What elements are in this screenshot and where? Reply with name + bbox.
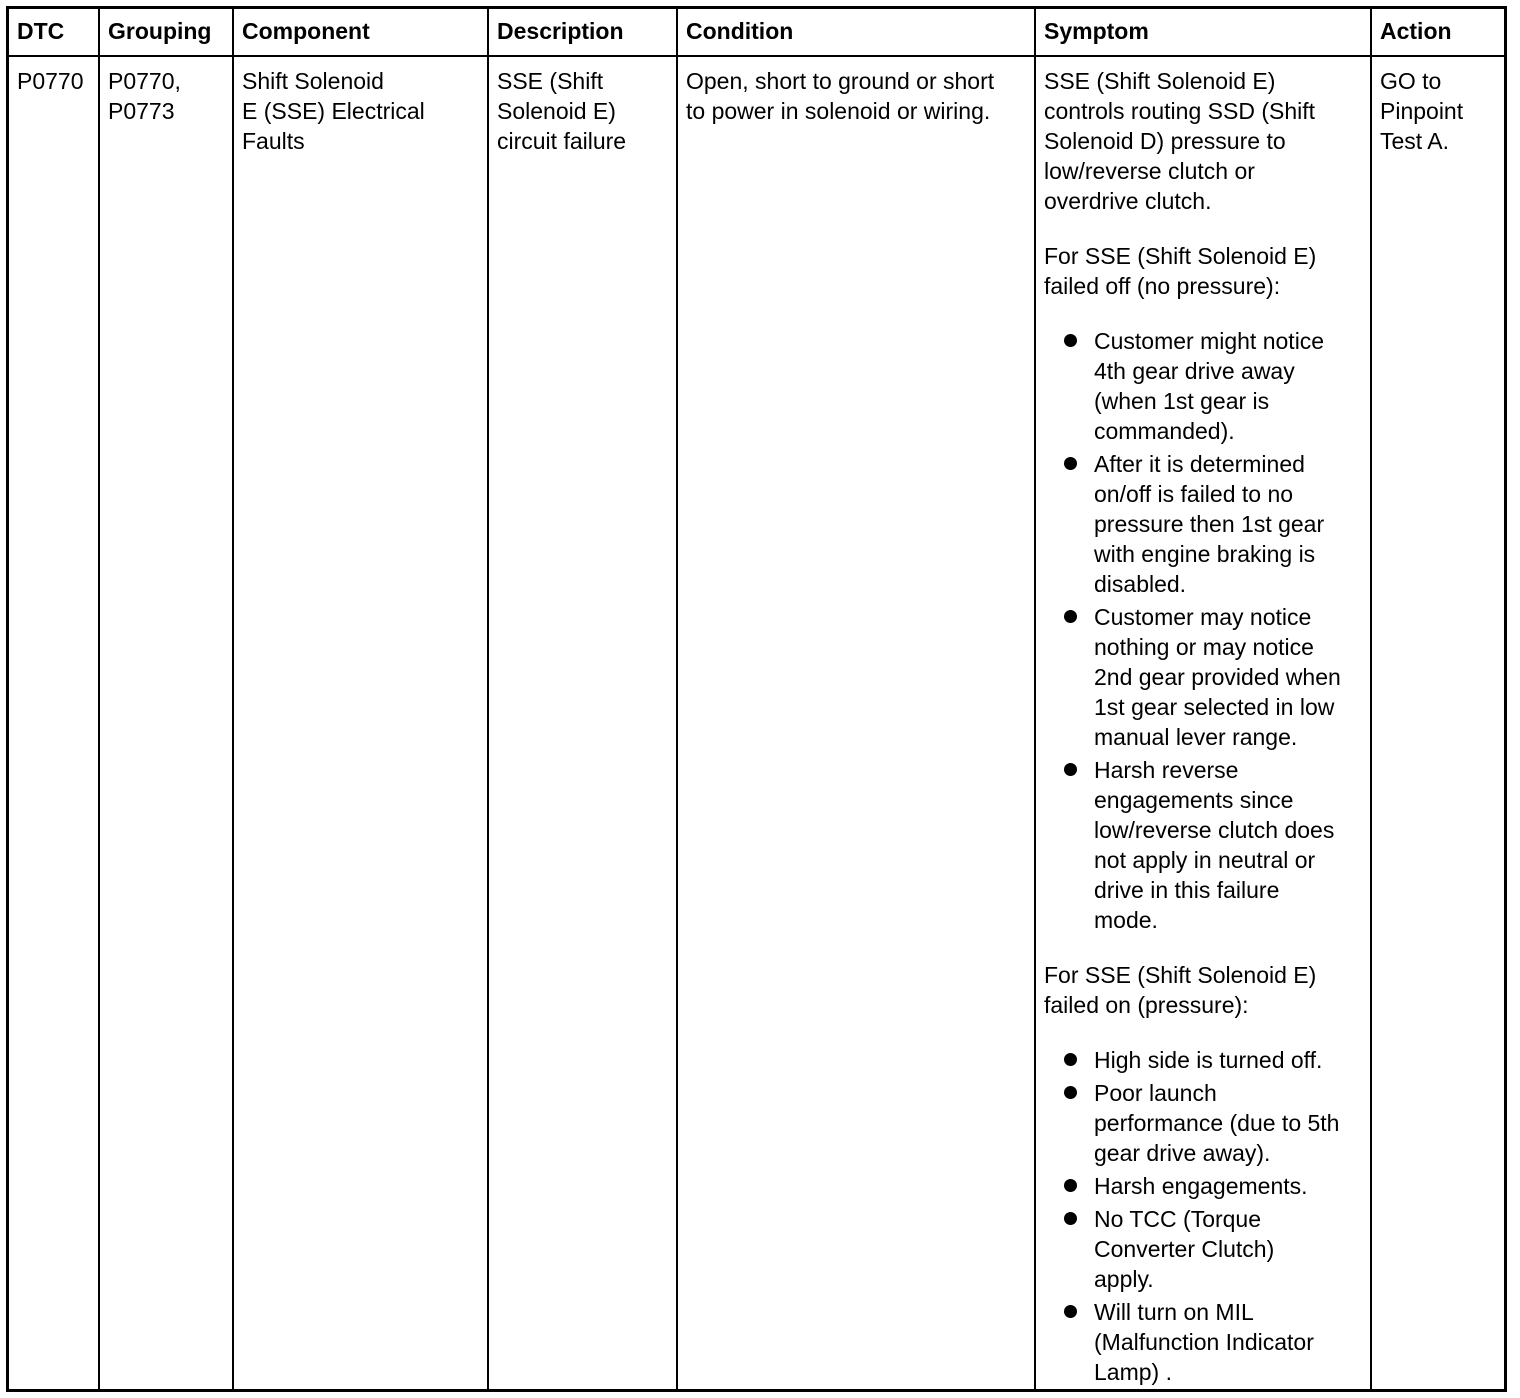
cell-dtc: P0770	[9, 56, 99, 1390]
header-component: Component	[233, 9, 488, 56]
symptom-intro: SSE (Shift Solenoid E) controls routing SSD (Shift Solenoid D) pressure to low/reverse clutch or overdrive clutch.	[1044, 68, 1316, 214]
bullet-icon	[1064, 1179, 1077, 1192]
bullet-icon	[1064, 763, 1077, 776]
cell-grouping: P0770, P0773	[99, 56, 233, 1390]
list-item-text: Customer might notice 4th gear drive away (when 1st gear is commanded).	[1094, 328, 1325, 444]
cell-symptom	[1035, 56, 1371, 1390]
header-condition: Condition	[677, 9, 1035, 56]
list-item	[1044, 449, 1362, 599]
dtc-table-frame	[6, 6, 1507, 1392]
bullet-icon	[1064, 457, 1077, 470]
list-item-text: No TCC (Torque Converter Clutch) apply.	[1094, 1206, 1275, 1292]
header-description: Description	[488, 9, 677, 56]
list-item	[1044, 1078, 1362, 1168]
failed-off-heading: For SSE (Shift Solenoid E) failed off (no pressure):	[1044, 243, 1317, 299]
list-item	[1044, 1045, 1362, 1075]
list-item	[1044, 1204, 1362, 1294]
bullet-icon	[1064, 1086, 1077, 1099]
list-item	[1044, 1297, 1362, 1387]
dtc-table	[9, 9, 1504, 1390]
cell-action: GO to Pinpoint Test A.	[1371, 56, 1504, 1390]
cell-condition: Open, short to ground or short to power in solenoid or wiring.	[677, 56, 1035, 1390]
list-item	[1044, 755, 1362, 935]
bullet-icon	[1064, 610, 1077, 623]
header-row	[9, 9, 1504, 56]
table-row	[9, 56, 1504, 1390]
header-action: Action	[1371, 9, 1504, 56]
bullet-icon	[1064, 1305, 1077, 1318]
failed-on-list	[1044, 1045, 1362, 1387]
list-item-text: Customer may notice nothing or may notice 2nd gear provided when 1st gear selected in low manual lever range.	[1094, 604, 1341, 750]
cell-description: SSE (Shift Solenoid E) circuit failure	[488, 56, 677, 1390]
failed-off-list	[1044, 326, 1362, 935]
list-item-text: High side is turned off.	[1094, 1047, 1323, 1073]
list-item-text: Harsh reverse engagements since low/reverse clutch does not apply in neutral or drive in this failure mode.	[1094, 757, 1335, 933]
failed-on-heading: For SSE (Shift Solenoid E) failed on (pressure):	[1044, 962, 1317, 1018]
cell-component: Shift Solenoid E (SSE) Electrical Faults	[233, 56, 488, 1390]
list-item-text: Poor launch performance (due to 5th gear drive away).	[1094, 1080, 1340, 1166]
header-symptom: Symptom	[1035, 9, 1371, 56]
header-grouping: Grouping	[99, 9, 233, 56]
bullet-icon	[1064, 1053, 1077, 1066]
list-item-text: Will turn on MIL (Malfunction Indicator Lamp) .	[1094, 1299, 1314, 1385]
list-item-text: Harsh engagements.	[1094, 1173, 1308, 1199]
list-item	[1044, 602, 1362, 752]
bullet-icon	[1064, 334, 1077, 347]
list-item	[1044, 326, 1362, 446]
bullet-icon	[1064, 1212, 1077, 1225]
list-item	[1044, 1171, 1362, 1201]
list-item-text: After it is determined on/off is failed to no pressure then 1st gear with engine braking is disabled.	[1094, 451, 1325, 597]
header-dtc: DTC	[9, 9, 99, 56]
